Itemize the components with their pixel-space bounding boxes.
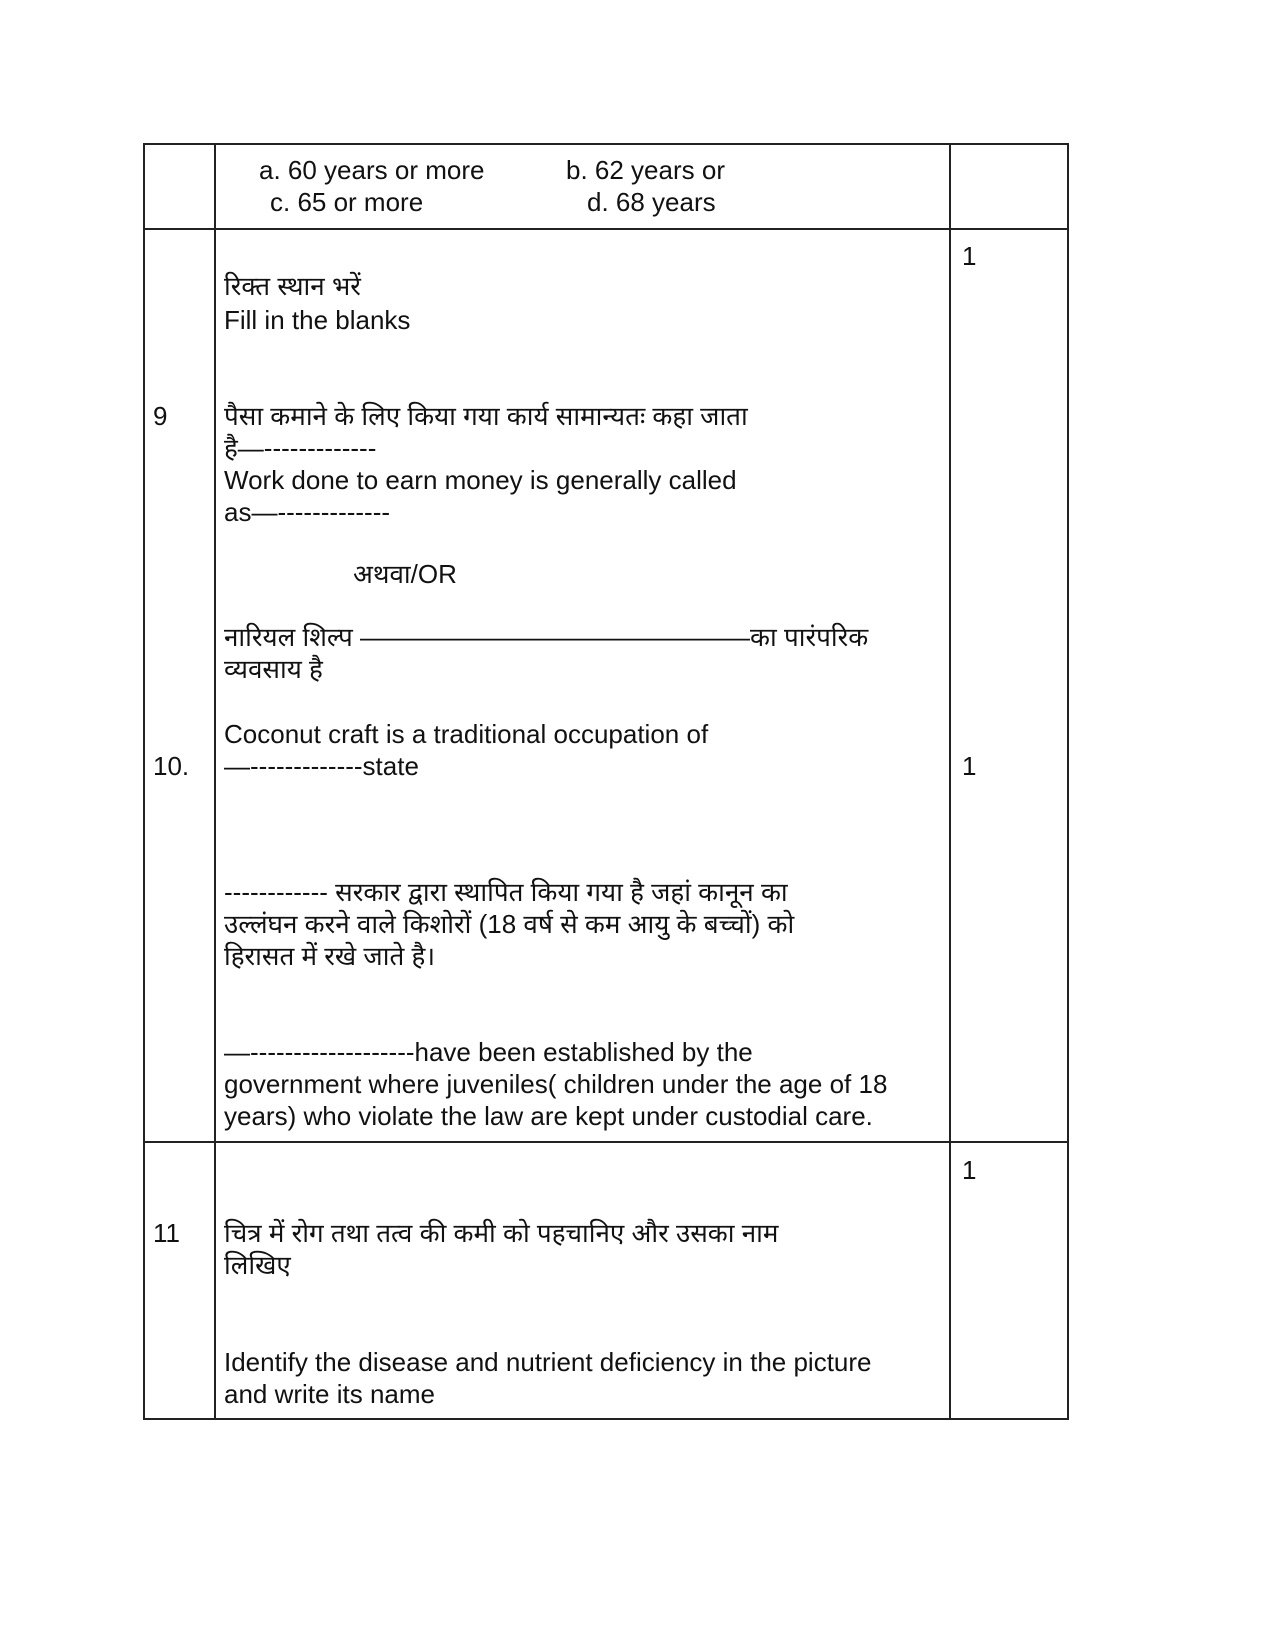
option-a: a. 60 years or more — [259, 155, 485, 185]
q11-text-english-2: and write its name — [224, 1379, 435, 1409]
q9-text-english-1: Work done to earn money is generally called — [224, 465, 737, 495]
table-border-top — [143, 143, 1069, 145]
q9-alt-hindi-1: नारियल शिल्प ———————————————का पारंपरिक — [224, 622, 869, 652]
q10-marks: 1 — [962, 751, 977, 781]
q9-marks: 1 — [962, 241, 977, 271]
q11-text-hindi-1: चित्र में रोग तथा तत्व की कमी को पहचानिए और उसका नाम — [224, 1218, 779, 1248]
q11-marks: 1 — [962, 1155, 977, 1185]
column-divider-marks — [949, 143, 951, 1420]
q9-text-hindi-1: पैसा कमाने के लिए किया गया कार्य सामान्यतः कहा जाता — [224, 401, 748, 431]
q9-text-hindi-2: है—------------- — [224, 433, 377, 463]
column-divider-number — [214, 143, 216, 1420]
q10-text-hindi-2: उल्लंघन करने वाले किशोरों (18 वर्ष से कम आयु के बच्चों) को — [224, 909, 795, 939]
row-divider-1 — [143, 228, 1069, 230]
q9-alt-hindi-2: व्यवसाय है — [224, 654, 323, 684]
q11-text-hindi-2: लिखिए — [224, 1250, 291, 1280]
q9-alt-english-2: —-------------state — [224, 751, 419, 781]
table-border-bottom — [143, 1418, 1069, 1420]
q9-heading-hindi: रिक्त स्थान भरें — [224, 271, 361, 301]
q11-text-english-1: Identify the disease and nutrient deficiency in the picture — [224, 1347, 872, 1377]
row-divider-2 — [143, 1141, 1069, 1143]
q10-text-hindi-1: ------------ सरकार द्वारा स्थापित किया गया है जहां कानून का — [224, 877, 788, 907]
q10-text-hindi-3: हिरासत में रखे जाते है। — [224, 941, 436, 971]
option-d: d. 68 years — [587, 187, 716, 217]
option-c: c. 65 or more — [270, 187, 424, 217]
q11-number: 11 — [153, 1218, 180, 1248]
q9-heading-english: Fill in the blanks — [224, 305, 411, 335]
table-border-right — [1067, 143, 1069, 1420]
table-border-left — [143, 143, 145, 1420]
q10-text-english-1: —-------------------have been established by the — [224, 1037, 753, 1067]
q9-number: 9 — [153, 401, 168, 431]
q9-text-english-2: as—------------- — [224, 497, 391, 527]
q10-text-english-2: government where juveniles( children under the age of 18 — [224, 1069, 888, 1099]
q10-text-english-3: years) who violate the law are kept under custodial care. — [224, 1101, 873, 1131]
q9-or-label: अथवा/OR — [353, 559, 457, 589]
q9-alt-english-1: Coconut craft is a traditional occupation of — [224, 719, 709, 749]
option-b: b. 62 years or — [566, 155, 725, 185]
q10-number: 10. — [153, 751, 190, 781]
